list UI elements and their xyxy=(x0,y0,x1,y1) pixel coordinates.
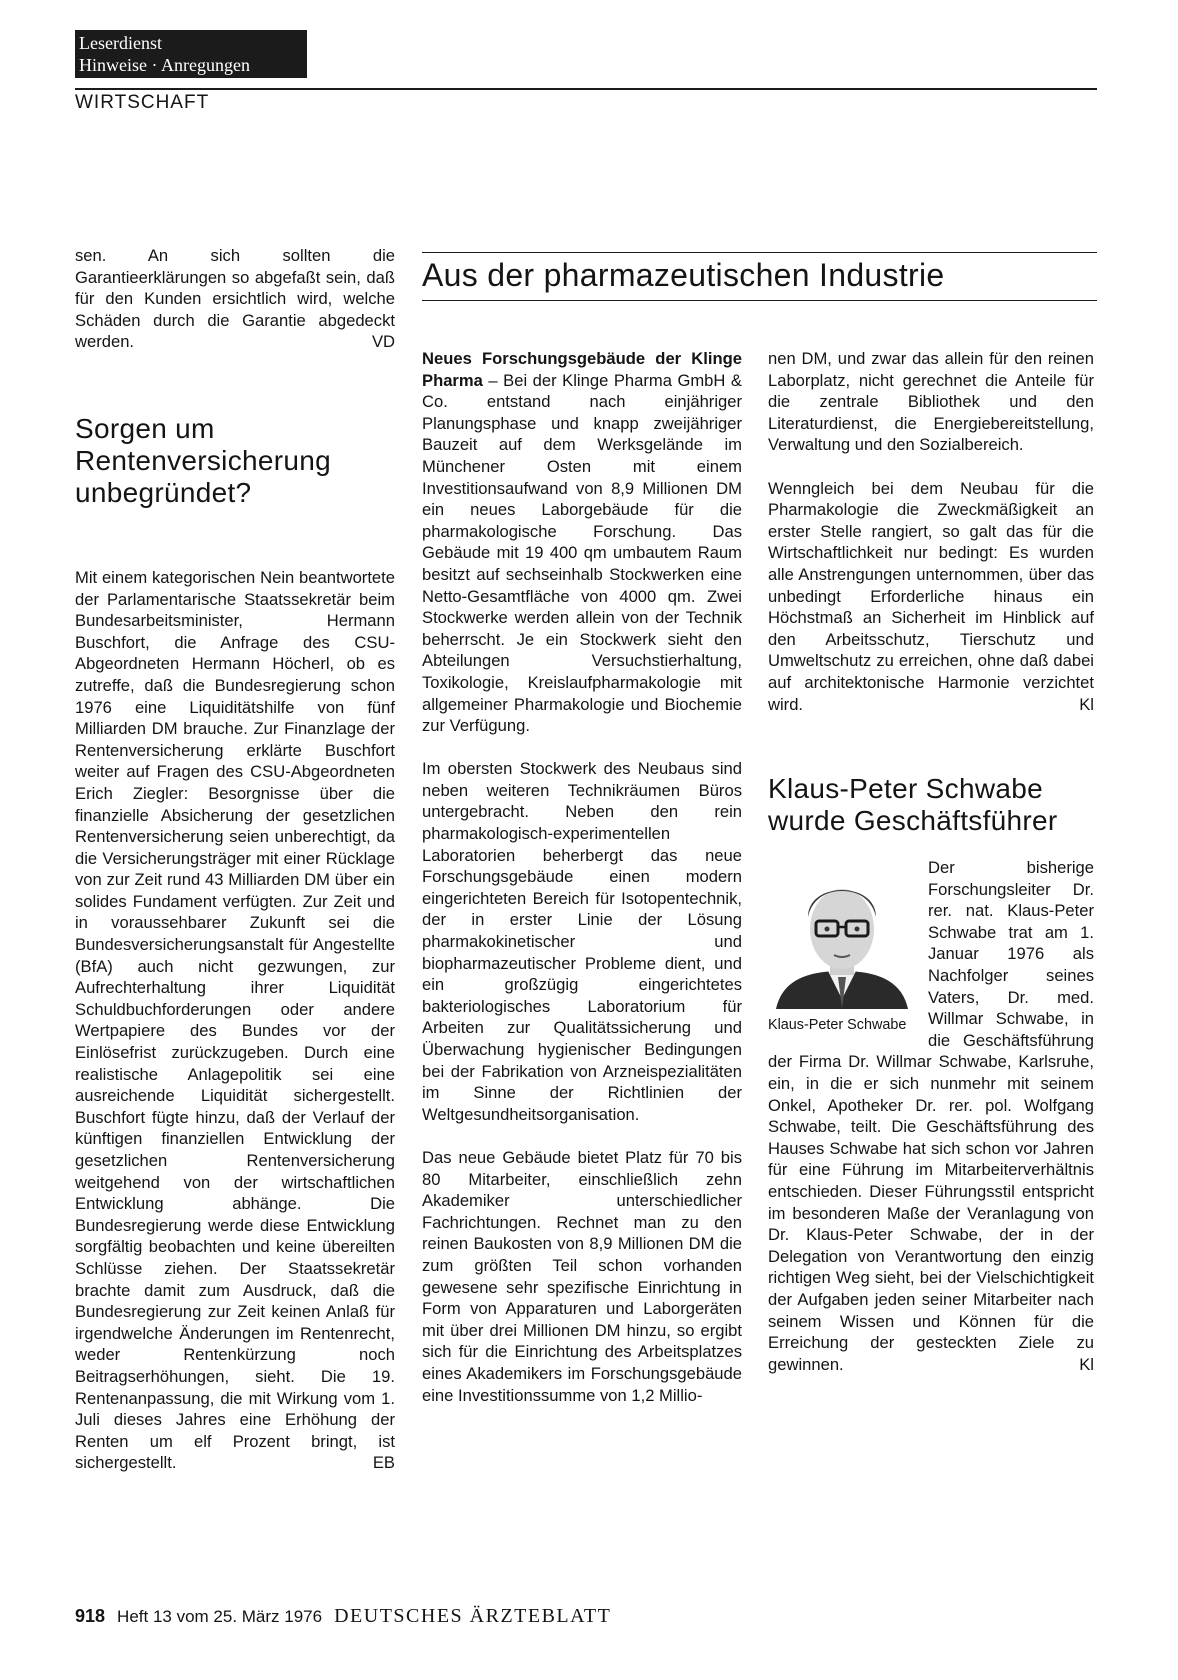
column-3 xyxy=(768,348,1094,1375)
article-author-sign: EB xyxy=(372,1453,395,1473)
header-box-line-1: Leserdienst xyxy=(79,33,162,53)
klinge-paragraph-5 xyxy=(768,478,1094,716)
header-box xyxy=(75,30,307,78)
klinge-text-1: – Bei der Klinge Pharma GmbH & Co. entstand nach einjähriger Planungsphase und knapp zweijähriger Bauzeit auf dem Werksgelände im Münchener Osten mit einem Investitionsaufwand von 8,9 Millionen DM ein neues Laborgebäude für die pharmakologische Forschung. Das Gebäude mit 19 400 qm umbautem Raum besitzt auf sechseinhalb Stockwerken eine Netto-Gesamtfläche von 4000 qm. Zwei Stockwerke werden allein von der Technik beherrscht. Je ein Stockwerk sieht den Abteilungen Versuchstierhaltung, Toxikologie, Kreislaufpharmakologie mit allgemeiner Pharmakologie und Biochemie zur Verfügung. xyxy=(422,370,742,736)
header-rule xyxy=(75,88,1097,90)
schwabe-author-sign: Kl xyxy=(1079,1354,1094,1374)
journal-name: DEUTSCHES ÄRZTEBLATT xyxy=(334,1605,612,1627)
klinge-paragraph-4: nen DM, und zwar das allein für den reinen Laborplatz, nicht gerechnet die Anteile für die zentrale Bibliothek und den Literaturdienst, die Energiebereitstellung, Verwaltung und den Sozialbereich. xyxy=(768,349,1094,455)
section-label: WIRTSCHAFT xyxy=(75,92,210,113)
column-2 xyxy=(422,348,742,1406)
article-heading-schwabe: Klaus-Peter Schwabe wurde Geschäftsführer xyxy=(768,773,1058,837)
page-number: 918 xyxy=(75,1606,106,1626)
page-footer xyxy=(75,1605,611,1631)
article-heading-rentenversicherung: Sorgen um Rentenversicherung unbegründet? xyxy=(75,412,331,508)
klinge-paragraph-3: Das neue Gebäude bietet Platz für 70 bis 80 Mitarbeiter, einschließlich zehn Akademiker unterschiedlicher Fachrichtungen. Rechnet man zu den reinen Baukosten von 8,9 Millionen DM die zum größten Teil schon vorhanden gewesene sehr spezifische Einrichtung in Form von Apparaturen und Laborgeräten mit über drei Millionen DM hinzu, so ergibt sich für die Einrichtung des Arbeitsplatzes eines Akademikers im Forschungsgebäude eine Investitionssumme von 1,2 Millio- xyxy=(422,1147,742,1405)
klinge-lead-bold: Neues Forschungsgebäude der Klinge Pharma xyxy=(422,349,742,390)
schwabe-text: Der bisherige Forschungsleiter Dr. rer. nat. Klaus-Peter Schwabe trat am 1. Januar 1976 als Nachfolger seines Vaters, Dr. med. Willmar Schwabe, in die Geschäftsführung der Firma Dr. Willmar Schwabe, Karlsruhe, ein, in die er sich nunmehr mit seinem Onkel, Apotheker Dr. rer. pol. Wolfgang Schwabe, teilt. Die Geschäftsführung des Hauses Schwabe hat sich schon vor Jahren für eine Führung im Mitarbeiterverhältnis entschieden. Dieser Führungsstil entspricht im besonderen Maße der Veranlagung von Dr. Klaus-Peter Schwabe, der in der Delegation von Verantwortung den einzig richtigen Weg sieht, bei der Vielschichtigkeit der Aufgaben jeden seiner Mitarbeiter nach seinem Wissen und Können für die Erreichung der gesteckten Ziele zu gewinnen. xyxy=(768,858,1094,1374)
issue-info: Heft 13 vom 25. März 1976 xyxy=(117,1607,323,1626)
portrait-figure xyxy=(768,859,916,1034)
intro-text: sen. An sich sollten die Garantieerklärungen so abgefaßt sein, daß für den Kunden ersichtlich wird, welche Schäden durch die Garantie abgedeckt werden. xyxy=(75,246,395,352)
klinge-text-5: Wenngleich bei dem Neubau für die Pharmakologie die Zweckmäßigkeit an erster Stelle rangiert, so galt das für die Wirtschaftlichkeit nur bedingt: Es wurden alle Anstrengungen unternommen, über das unbedingt Erforderliche hinaus ein Höchstmaß an Sicherheit im Hinblick auf den Arbeitsschutz, Tierschutz und Umweltschutz zu erreichen, ohne daß dabei auf architektonische Harmonie verzichtet wird. xyxy=(768,478,1094,714)
intro-paragraph xyxy=(75,245,395,353)
klinge-paragraph-1 xyxy=(422,348,742,737)
intro-author-sign: VD xyxy=(371,332,395,352)
column-1 xyxy=(75,245,395,1474)
main-heading-rule-bottom xyxy=(422,300,1097,301)
portrait-caption: Klaus-Peter Schwabe xyxy=(768,1017,907,1034)
klinge-paragraph-2: Im obersten Stockwerk des Neubaus sind neben weiteren Technikräumen Büros untergebracht. Neben den rein pharmakologisch-experimentellen Laboratorien beherbergt das neue Forschungsgebäude einen modern eingerichteten Bereich für Isotopentechnik, der in erster Linie der Lösung pharmakokinetischer und biopharmazeutischer Probleme dient, und ein großzügig eingerichtetes bakteriologisches Laboratorium für Arbeiten zur Qualitätssicherung und Überwachung hygienischer Bedingungen bei der Fabrikation von Arzneispezialitäten im Sinne der Richtlinien der Weltgesundheitsorganisation. xyxy=(422,759,742,1124)
article-body-text: Mit einem kategorischen Nein beantwortete der Parlamentarische Staatssekretär beim Bundesarbeitsminister, Hermann Buschfort, die Anfrage des CSU-Abgeordneten Hermann Höcherl, ob es zutreffe, daß die Bundesregierung schon 1976 eine Liquiditätshilfe von fünf Milliarden DM brauche. Zur Finanzlage der Rentenversicherung erklärte Buschfort weiter auf Fragen des CSU-Abgeordneten Erich Ziegler: Besorgnisse über die finanzielle Absicherung der gesetzlichen Rentenversicherung seien unberechtigt, da die Versicherungsträger mit einer Rücklage von zur Zeit rund 43 Milliarden DM über ein solides Fundament verfügten. Zur Zeit und in voraussehbarer Zukunft sei die Bundesversicherungsanstalt für Angestellte (BfA) auch nicht gezwungen, zur Aufrechterhaltung ihrer Liquidität Schuldbuchforderungen oder andere Wertpapiere des Bundes vor der Einlösefrist zurückzugeben. Durch eine realistische Anlagepolitik sei eine ausreichende Liquidität sichergestellt. Buschfort fügte hinzu, daß der Verlauf der künftigen finanziellen Entwicklung der gesetzlichen Rentenversicherung weitgehend von der wirtschaftlichen Entwicklung abhänge. Die Bundesregierung werde diese Entwicklung sorgfältig beobachten und keine übereilten Schlüsse ziehen. Der Staatssekretär brachte damit zum Ausdruck, daß die Bundesregierung zur Zeit keinen Anlaß für irgendwelche Änderungen im Rentenrecht, weder Rentenkürzung noch Beitragserhöhungen, sieht. Die 19. Rentenanpassung, die mit Wirkung vom 1. Juli dieses Jahres eine Erhöhung der Renten um elf Prozent bringt, ist sichergestellt. xyxy=(75,567,395,1473)
main-heading-rule-top xyxy=(422,252,1097,253)
header-box-line-2: Hinweise · Anregungen xyxy=(79,55,250,75)
portrait-photo xyxy=(768,859,916,1009)
main-heading: Aus der pharmazeutischen Industrie xyxy=(422,257,945,293)
article-body-rentenversicherung xyxy=(75,567,395,1474)
klinge-author-sign: Kl xyxy=(1079,694,1094,714)
